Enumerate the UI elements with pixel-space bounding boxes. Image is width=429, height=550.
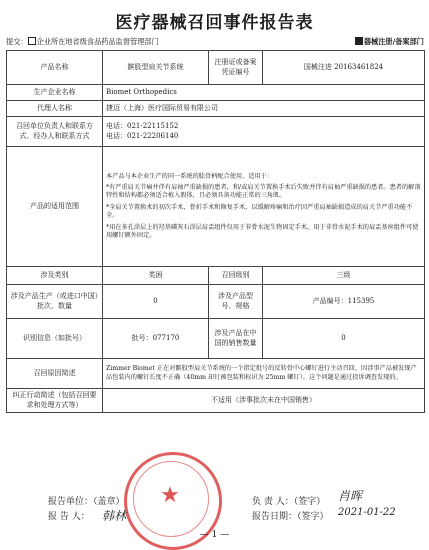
reporter-label: 报 告 人： [48, 512, 90, 522]
scope-paragraph-3: *全肩关节置换术的初次手术，骨折手术和修复手术，以缓解疼痛和治疗因严重肩袖缺损造成的肩关节严重功能不全。 [106, 203, 413, 220]
manufacturer-value: Biomet Orthopedics [103, 85, 425, 101]
row-contact [7, 117, 425, 147]
row-agent [7, 101, 425, 117]
contact-value [103, 117, 425, 147]
checkbox-registration-icon[interactable] [355, 37, 363, 45]
category-value: 类困 [103, 267, 209, 285]
agent-value: 捷迈（上海）医疗国际贸易有限公司 [103, 101, 425, 117]
reg-cert-label: 注册证或备案凭证编号 [209, 51, 263, 85]
submit-left [6, 37, 159, 47]
recall-level-label: 召回级别 [209, 267, 263, 285]
category-label: 涉及类别 [7, 267, 103, 285]
row-corrective-action [7, 389, 425, 413]
manufacturer-label: 生产企业名称 [7, 85, 103, 101]
corrective-value: 不适用（涉事批次未在中国销售） [103, 389, 425, 413]
company-seal-star-icon: ★ [160, 483, 180, 508]
page-number: — 1 — [199, 530, 230, 540]
scope-paragraph-1: 本产品与本企业生产的同一系统的肱骨柄配合使用，适用于： [106, 172, 274, 180]
row-manufacturer [7, 85, 425, 101]
submit-right [355, 37, 424, 47]
report-date-label: 报告日期：（签字） [252, 512, 329, 522]
page-title: 医疗器械召回事件报告表 [115, 13, 314, 33]
recall-report-table [6, 50, 425, 413]
reason-label: 召回原因简述 [7, 359, 103, 389]
corrective-label: 纠正行动简述（包括召回要求和处理方式等） [7, 389, 103, 413]
submit-option-province: 企业所在地省级食品药品监督管理部门 [36, 37, 159, 46]
scope-paragraph-2: *有严重肩关节痛并伴有肩袖严重缺损的患者，和/或肩关节置换手术后失败并伴有肩袖严重缺损的患者。患者的解剖特性和结构都必须适合植入假体，且必须具备功能正常的三角肌。 [106, 184, 421, 200]
agent-label: 代理人名称 [7, 101, 103, 117]
reporter-unit-label: 报告单位：（盖章） [48, 497, 125, 507]
scope-label: 产品的适用范围 [7, 147, 103, 267]
submit-option-registration: 器械注册/备案部门 [363, 37, 424, 46]
qty-value: 0 [103, 285, 209, 319]
submit-label: 提交： [6, 37, 28, 46]
product-name-label: 产品名称 [7, 51, 103, 85]
contact-label: 召回单位负责人和联系方式、经办人和联系方式 [7, 117, 103, 147]
model-label: 涉及产品型号、规格 [209, 285, 263, 319]
scope-paragraph-4: *用在多孔涂层上的羟基磷灰石涂层肩盂组件仅用于非骨水泥生物固定手术，用于非骨水泥手术的肩盂基座组件可使用螺钉额外固定。 [106, 223, 419, 239]
contact-line-2: 电话：021-22206140 [106, 131, 179, 140]
row-category [7, 267, 425, 285]
checkbox-province-icon[interactable] [28, 37, 36, 45]
sold-value: 0 [263, 319, 425, 359]
row-reason [7, 359, 425, 389]
row-product-name [7, 51, 425, 85]
contact-line-1: 电话：021-22115152 [106, 122, 179, 131]
row-batch [7, 319, 425, 359]
reason-value: Zimmer Biomet 正在对髌股型肩关节系统的一个指定批号的反转骨中心螺钉进行主动召回，因涉事产品被发现产品包装内的螺钉长度不正确（40mm 却钉被包装和标识为 25mm 螺钉）。这个问题是通过投诉调查发现的。 [103, 359, 425, 389]
recall-level-value: 三级 [263, 267, 425, 285]
model-value: 产品编号：115395 [263, 285, 425, 319]
row-scope [7, 147, 425, 267]
sold-label: 涉及产品在中国的销售数量 [209, 319, 263, 359]
responsible-label: 负 责 人：（签字） [252, 497, 326, 507]
responsible-signature: 肖晖 [338, 489, 363, 503]
report-date-value: 2021-01-22 [338, 507, 396, 518]
batch-label: 识别信息（如批号） [7, 319, 103, 359]
row-quantity [7, 285, 425, 319]
submit-line [6, 37, 424, 47]
qty-label: 涉及产品生产（或进口中国）批次、数量 [7, 285, 103, 319]
reporter-signature: 韩林 [102, 509, 127, 523]
product-name-value: 髌股型肩关节系统 [103, 51, 209, 85]
batch-value: 批号：077170 [103, 319, 209, 359]
scope-value [103, 147, 425, 267]
reg-cert-value: 国械注进 20163461824 [263, 51, 425, 85]
